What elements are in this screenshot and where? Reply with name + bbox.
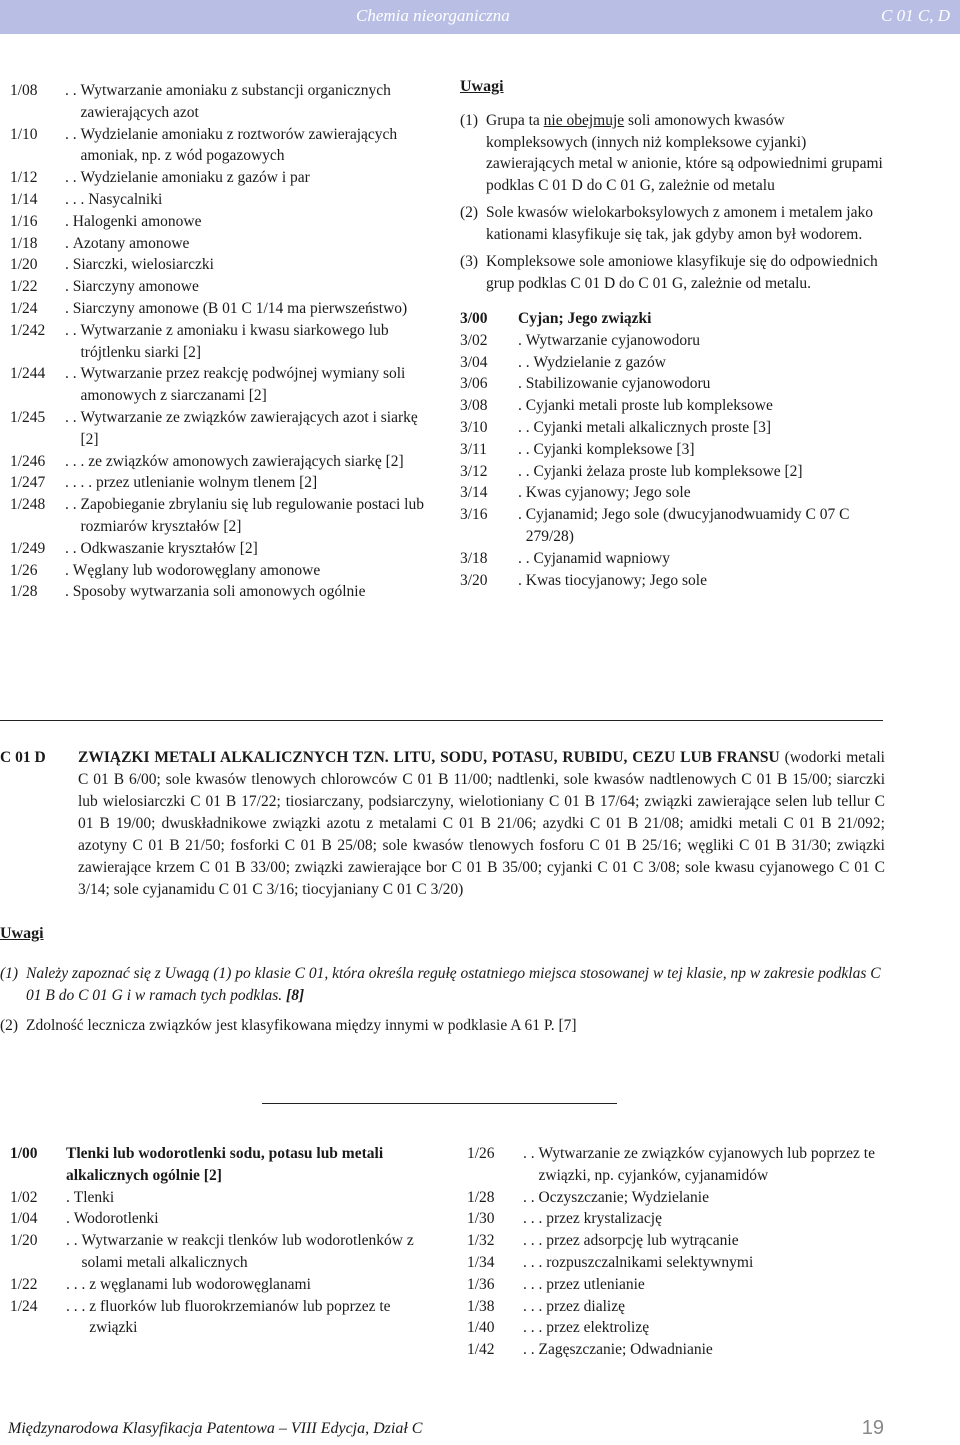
entry-code: 3/20 <box>460 571 488 589</box>
entry-code: 1/22 <box>10 1275 38 1293</box>
entry-row <box>10 407 430 451</box>
entry-text: przez krystalizację <box>546 1210 662 1228</box>
uwagi-note <box>460 110 886 196</box>
entry-text: Wytwarzanie z amoniaku i kwasu siarkowego lub trójtlenku siarki [2] <box>80 321 389 361</box>
entry-row <box>10 560 430 582</box>
entry-code: 3/00 <box>460 310 488 327</box>
entry-level-dots: . <box>65 278 73 296</box>
entry-level-dots: . <box>65 256 73 274</box>
entry-code: 1/22 <box>10 278 38 296</box>
entry-level-dots: . <box>66 1210 74 1228</box>
entry-level-dots: . <box>518 375 526 393</box>
entry-text: Wydzielanie amoniaku z gazów i par <box>80 169 310 187</box>
entry-row <box>460 330 886 352</box>
entry-level-dots: . <box>65 299 73 317</box>
entry-text: z fluorków lub fluorokrzemianów lub poprzez te związki <box>89 1297 391 1337</box>
entry-code: 1/20 <box>10 256 38 274</box>
entry-code: 1/18 <box>10 234 38 252</box>
entry-code: 3/18 <box>460 549 488 567</box>
entry-row <box>460 482 886 504</box>
entry-text: ze związków amonowych zawierających siarkę [2] <box>88 452 404 470</box>
entry-code: 1/36 <box>467 1275 495 1293</box>
entry-level-dots: . . <box>523 1145 539 1162</box>
entry-text: Cyjanki kompleksowe [3] <box>533 440 695 458</box>
section-uwagi-heading: Uwagi <box>0 925 44 942</box>
entry-level-dots: . . <box>65 169 81 187</box>
entry-level-dots: . . . <box>523 1297 547 1315</box>
entry-row <box>467 1317 887 1339</box>
entry-level-dots: . . . <box>66 1275 90 1293</box>
entry-row <box>10 80 430 124</box>
entry-code: 1/02 <box>10 1188 38 1206</box>
entry-text: Cyjanki metali alkalicznych proste [3] <box>533 418 772 436</box>
entry-row <box>10 276 430 298</box>
subclass-section <box>0 747 885 1037</box>
entry-text: Tlenki <box>73 1188 115 1206</box>
entry-row <box>460 548 886 570</box>
entry-code: 1/40 <box>467 1319 495 1337</box>
entry-level-dots: . <box>65 234 73 252</box>
entry-level-dots: . . <box>523 1188 539 1206</box>
entry-row <box>10 1143 430 1187</box>
entry-text: Węglany lub wodorowęglany amonowe <box>72 561 321 579</box>
entry-level-dots: . <box>65 561 73 579</box>
entry-text: z węglanami lub wodorowęglanami <box>89 1275 311 1293</box>
entry-text: Wydzielanie amoniaku z roztworów zawierających amoniak, np. z wód pogazowych <box>80 125 398 165</box>
entry-code: 3/08 <box>460 397 488 415</box>
entry-level-dots: . <box>518 506 526 524</box>
entry-level-dots: . <box>518 484 526 502</box>
entry-level-dots: . <box>518 571 526 589</box>
entry-level-dots: . . . <box>523 1210 547 1228</box>
top-right-entries <box>460 308 886 591</box>
top-left-entries <box>10 80 430 603</box>
header-class: C 01 C, D <box>881 6 950 25</box>
entry-level-dots: . . <box>518 462 534 480</box>
entry-code: 1/24 <box>10 1297 38 1315</box>
entry-text: Tlenki lub wodorotlenki sodu, potasu lub metali alkalicznych ogólnie [2] <box>66 1145 384 1184</box>
entry-level-dots: . . <box>518 353 534 371</box>
entry-row <box>10 167 430 189</box>
entry-code: 1/32 <box>467 1232 495 1250</box>
entry-code: 1/26 <box>467 1145 495 1162</box>
entry-text: Zapobieganie zbrylaniu się lub regulowanie postaci lub rozmiarów kryształów [2] <box>80 496 424 535</box>
entry-text: Siarczyny amonowe (B 01 C 1/14 ma pierwszeństwo) <box>72 299 408 317</box>
entry-text: Siarczki, wielosiarczki <box>72 256 214 274</box>
entry-row <box>10 1274 430 1296</box>
entry-level-dots: . . . <box>523 1275 547 1293</box>
entry-code: 1/16 <box>10 212 38 230</box>
entry-text: rozpuszczalnikami selektywnymi <box>546 1253 754 1271</box>
entry-code: 1/242 <box>10 321 46 339</box>
subclass-title: ZWIĄZKI METALI ALKALICZNYCH TZN. LITU, SODU, POTASU, RUBIDU, CEZU LUB FRANSU <box>78 749 780 766</box>
entry-text: Kwas tiocyjanowy; Jego sole <box>525 571 707 589</box>
entry-level-dots: . . <box>65 82 81 99</box>
entry-level-dots: . . . . <box>65 474 96 492</box>
entry-row <box>10 581 430 603</box>
note-number: (2) <box>460 204 479 221</box>
entry-text: Siarczyny amonowe <box>72 278 199 296</box>
entry-level-dots: . . . <box>523 1232 547 1250</box>
entry-row <box>10 124 430 168</box>
entry-text: Wytwarzanie przez reakcję podwójnej wymiany soli amonowych z siarczanami [2] <box>80 365 406 405</box>
entry-code: 1/247 <box>10 474 46 492</box>
entry-row <box>10 298 430 320</box>
entry-row <box>467 1252 887 1274</box>
note-number: (3) <box>460 253 479 270</box>
entry-level-dots: . . . <box>66 1297 90 1315</box>
entry-row <box>467 1187 887 1209</box>
entry-code: 3/06 <box>460 375 488 393</box>
entry-row <box>467 1274 887 1296</box>
entry-level-dots: . . <box>518 549 534 567</box>
entry-text: Wytwarzanie ze związków cyjanowych lub poprzez te związki, np. cyjanków, cyjanamidów <box>538 1145 875 1184</box>
entry-level-dots: . . <box>518 440 534 458</box>
entry-code: 1/08 <box>10 82 38 99</box>
entry-level-dots: . <box>518 397 526 415</box>
uwagi-note <box>460 202 886 245</box>
entry-row <box>10 1208 430 1230</box>
entry-text: przez dializę <box>546 1297 625 1315</box>
entry-text: Zagęszczanie; Odwadnianie <box>538 1341 713 1359</box>
entry-row <box>10 1230 430 1274</box>
entry-level-dots: . <box>65 583 73 601</box>
section-note-1-ref: [8] <box>286 987 305 1004</box>
note-number: (1) <box>460 112 479 129</box>
section-note-2-number: (2) <box>0 1017 19 1034</box>
subclass-code: C 01 D <box>0 749 46 766</box>
entry-text: Cyjanki żelaza proste lub kompleksowe [2] <box>533 462 803 480</box>
section-note-1-text: Należy zapoznać się z Uwagą (1) po klasie C 01, która określa regułę ostatniego miejsca stosowanej w tej klasie, np w zakresie podklas C 01 B do C 01 G i w ramach tych podklas. <box>26 965 881 1004</box>
entry-level-dots: . . . <box>65 452 89 470</box>
entry-code: 1/04 <box>10 1210 38 1228</box>
entry-code: 3/11 <box>460 440 487 458</box>
entry-row <box>460 308 886 330</box>
entry-text: Wytwarzanie w reakcji tlenków lub wodorotlenków z solami metali alkalicznych <box>81 1232 414 1271</box>
entry-code: 1/28 <box>10 583 38 601</box>
entry-text: Cyjan; Jego związki <box>518 310 652 327</box>
note-text-cont: soli amonowych kwasów kompleksowych (innych niż kompleksowe cyjanki) zawierających metal w anionie, które są odpowiednimi grupami podklas C 01 D do C 01 G, zależnie od metalu <box>486 112 883 194</box>
entry-row <box>460 439 886 461</box>
entry-row <box>460 373 886 395</box>
entry-level-dots: . . <box>523 1341 539 1359</box>
entry-level-dots: . . <box>65 365 81 383</box>
entry-row <box>467 1230 887 1252</box>
entry-row <box>460 395 886 417</box>
entry-text: Cyjanamid wapniowy <box>533 549 670 567</box>
entry-code: 1/00 <box>10 1145 38 1162</box>
note-text: Kompleksowe sole amoniowe klasyfikuje się do odpowiednich grup podklas C 01 D do C 01 G, zależnie od metalu. <box>486 253 878 292</box>
entry-code: 3/02 <box>460 331 488 349</box>
entry-text: Kwas cyjanowy; Jego sole <box>525 484 691 502</box>
entry-row <box>10 254 430 276</box>
entry-level-dots: . . <box>65 125 81 143</box>
entry-code: 1/38 <box>467 1297 495 1315</box>
note-text: Grupa ta <box>486 112 544 129</box>
uwagi-note <box>460 251 886 294</box>
entry-text: przez adsorpcję lub wytrącanie <box>546 1232 739 1250</box>
entry-level-dots: . . <box>65 321 81 339</box>
bottom-left-entries <box>10 1143 430 1339</box>
entry-row <box>10 211 430 233</box>
entry-level-dots: . . . <box>523 1253 547 1271</box>
entry-text: Halogenki amonowe <box>72 212 202 230</box>
entry-level-dots: . . . <box>65 190 89 208</box>
entry-row <box>460 570 886 592</box>
entry-row <box>460 461 886 483</box>
entry-text: Wodorotlenki <box>73 1210 159 1228</box>
entry-text: Stabilizowanie cyjanowodoru <box>525 375 711 393</box>
entry-code: 3/10 <box>460 418 488 436</box>
entry-code: 1/42 <box>467 1341 495 1359</box>
uwagi-notes <box>460 110 886 294</box>
short-divider <box>262 1103 617 1104</box>
top-right-column <box>460 78 886 591</box>
section-note-1-number: (1) <box>0 965 19 982</box>
entry-text: Wytwarzanie ze związków zawierających azot i siarkę [2] <box>80 408 418 448</box>
entry-code: 3/12 <box>460 462 488 480</box>
entry-row <box>10 233 430 255</box>
page-number: 19 <box>861 1417 884 1439</box>
entry-row <box>467 1296 887 1318</box>
subclass-references: (wodorki metali C 01 B 6/00; sole kwasów tlenowych chlorowców C 01 B 11/00; nadtlenki, sole kwasów nadtlenowych C 01 B 15/00; siarczki lub wielosiarczki C 01 B 17/22; tiosiarczany, podsiarczyny, wielotioniany C 01 B 17/64; związki zawierające selen lub tellur C 01 B 19/00; dwuskładnikowe związki azotu z metalami C 01 B 21/06; azydki C 01 B 21/08; amidki metali C 01 B 21/092; azotyny C 01 B 21/50; fosforki C 01 B 25/08; sole kwasów tlenowych fosforu C 01 B 25/16; węgliki C 01 B 31/30; związki zawierające krzem C 01 B 33/00; związki zawierające bor C 01 B 35/00; cyjanki C 01 C 3/08; sole kwasu cyjanowego C 01 C 3/14; sole cyjanamidu C 01 C 3/16; tiocyjaniany C 01 C 3/20) <box>78 749 885 898</box>
divider-line <box>0 720 883 721</box>
entry-row <box>10 1296 430 1340</box>
entry-row <box>467 1208 887 1230</box>
entry-row <box>467 1339 887 1361</box>
entry-row <box>10 472 430 494</box>
header-title: Chemia nieorganiczna <box>356 6 510 25</box>
entry-code: 3/16 <box>460 506 488 524</box>
entry-level-dots: . . . <box>523 1319 547 1337</box>
entry-code: 1/245 <box>10 408 46 426</box>
entry-text: Sposoby wytwarzania soli amonowych ogólnie <box>72 583 366 601</box>
entry-level-dots: . . <box>518 418 534 436</box>
entry-level-dots: . . <box>65 408 81 426</box>
entry-row <box>10 1187 430 1209</box>
entry-level-dots: . . <box>66 1232 82 1250</box>
entry-code: 1/249 <box>10 539 46 557</box>
note-text: Sole kwasów wielokarboksylowych z amonem i metalem jako kationami klasyfikuje się tak, jak gdyby amon był wodorem. <box>486 204 873 243</box>
entry-level-dots: . <box>66 1188 74 1206</box>
entry-code: 1/24 <box>10 299 38 317</box>
entry-row <box>460 352 886 374</box>
entry-text: Cyjanki metali proste lub kompleksowe <box>525 397 773 415</box>
entry-code: 1/248 <box>10 496 46 514</box>
entry-row <box>10 538 430 560</box>
footer-text: Międzynarodowa Klasyfikacja Patentowa – VIII Edycja, Dział C <box>8 1420 423 1437</box>
entry-code: 1/30 <box>467 1210 495 1228</box>
entry-row <box>460 417 886 439</box>
entry-text: Cyjanamid; Jego sole (dwucyjanodwuamidy C 07 C 279/28) <box>525 506 850 545</box>
entry-row <box>10 494 430 538</box>
entry-level-dots: . . <box>65 496 81 514</box>
entry-text: Oczyszczanie; Wydzielanie <box>538 1188 709 1206</box>
entry-code: 1/12 <box>10 169 38 187</box>
entry-text: Nasycalniki <box>88 190 163 208</box>
entry-text: Odkwaszanie kryształów [2] <box>80 539 258 557</box>
entry-code: 1/34 <box>467 1253 495 1271</box>
entry-text: przez utlenianie <box>546 1275 645 1293</box>
entry-code: 1/246 <box>10 452 46 470</box>
uwagi-heading: Uwagi <box>460 78 504 95</box>
page-header <box>0 0 960 34</box>
entry-row <box>467 1143 887 1187</box>
entry-text: Azotany amonowe <box>72 234 190 252</box>
entry-row <box>10 320 430 364</box>
entry-code: 1/14 <box>10 190 38 208</box>
entry-code: 1/244 <box>10 365 46 383</box>
entry-text: przez elektrolizę <box>546 1319 650 1337</box>
entry-code: 1/28 <box>467 1188 495 1206</box>
note-emphasis: nie obejmuje <box>543 112 625 129</box>
entry-row <box>10 363 430 407</box>
entry-text: Wytwarzanie amoniaku z substancji organicznych zawierających azot <box>80 82 391 121</box>
entry-text: Wydzielanie z gazów <box>533 353 666 371</box>
entry-text: przez utlenianie wolnym tlenem [2] <box>96 474 318 492</box>
entry-code: 1/10 <box>10 125 38 143</box>
entry-code: 3/14 <box>460 484 488 502</box>
entry-row <box>10 451 430 473</box>
entry-code: 3/04 <box>460 353 488 371</box>
entry-text: Wytwarzanie cyjanowodoru <box>525 331 700 349</box>
section-note-2-text: Zdolność lecznicza związków jest klasyfikowana między innymi w podklasie A 61 P. [7] <box>26 1017 577 1034</box>
entry-code: 1/26 <box>10 561 38 579</box>
entry-code: 1/20 <box>10 1232 38 1250</box>
entry-level-dots: . <box>518 331 526 349</box>
entry-level-dots: . <box>65 212 73 230</box>
bottom-right-entries <box>467 1143 887 1361</box>
entry-level-dots: . . <box>65 539 81 557</box>
entry-row <box>460 504 886 548</box>
entry-row <box>10 189 430 211</box>
